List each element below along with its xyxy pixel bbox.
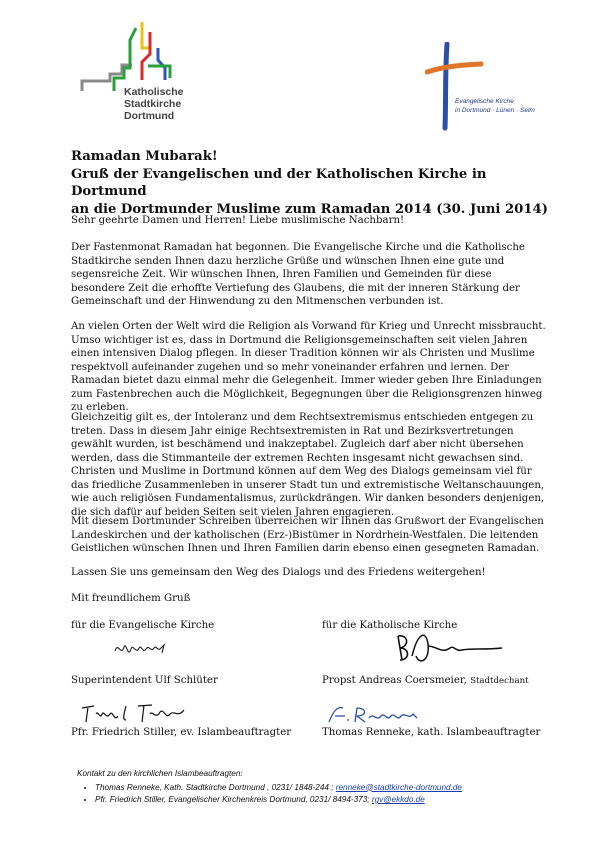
signature-coersmeier	[392, 626, 507, 668]
title-line1: Ramadan Mubarak!	[71, 149, 218, 164]
signatory-left-1: Superintendent Ulf Schlüter	[71, 675, 218, 686]
signatory-right-1-role: Stadtdechant	[470, 676, 529, 686]
katholische-stadtkirche-logo	[70, 18, 190, 133]
paragraph-1: Der Fastenmonat Ramadan hat begonnen. Die Evangelische Kirche und die Katholische Stadtkirche senden Ihnen dazu herzliche Grüße und wünschen Ihnen eine gute und segensreiche Zeit. Wir wünschen Ihnen, Ihren Familien und Gemeinden für diese besondere Zeit die erhoffte Vertiefung des Glaubens, die mit der inneren Stärkung der Gemeinschaft und der Hinwendung zu den Mitmenschen verbunden ist.	[71, 242, 525, 307]
logo-left-line1: Katholische	[124, 86, 184, 98]
contact-text: Pfr. Friedrich Stiller, Evangelischer Kirchenkreis Dortmund, 0231/ 8494-373;	[95, 795, 372, 804]
contact-heading: Kontakt zu den kirchlichen Islambeauftragten:	[77, 769, 243, 778]
logo-left-line2: Stadtkirche	[124, 98, 182, 110]
email-link-renneke[interactable]: renneke@stadtkirche-dortmund.de	[335, 782, 462, 792]
salutation: Sehr geehrte Damen und Herren! Liebe muslimische Nachbarn!	[71, 215, 405, 226]
closing: Mit freundlichem Gruß	[71, 593, 191, 604]
contact-block	[77, 768, 557, 807]
cross-icon	[425, 42, 485, 132]
logo-right-line1: Evangelische Kirche	[455, 98, 514, 105]
title-line3: an die Dortmunder Muslime zum Ramadan 2014 (30. Juni 2014)	[71, 201, 548, 217]
signature-renneke	[325, 702, 435, 726]
signature-stiller	[80, 700, 190, 726]
contact-item-renneke	[95, 782, 557, 795]
signatory-right-2: Thomas Renneke, kath. Islambeauftragter	[322, 727, 541, 738]
right-org: für die Katholische Kirche	[322, 620, 458, 631]
evangelische-kirche-logo	[415, 48, 555, 138]
paragraph-2: An vielen Orten der Welt wird die Religion als Vorwand für Krieg und Unrecht missbraucht. Umso wichtiger ist es, dass in Dortmund die Religionsgemeinschaften seit vielen Jahren einen intensiven Dialog pflegen. In dieser Tradition können wir als Christen und Muslime respektvoll aufeinander zugehen und so mehr voneinander erfahren und lernen. Der Ramadan bietet dazu einmal mehr die Gelegenheit. Immer wieder geben Ihre Einladungen zum Fastenbrechen auch die Möglichkeit, Begegnungen über die Religionsgrenzen hinweg zu erleben.	[71, 321, 546, 413]
signatory-left-2: Pfr. Friedrich Stiller, ev. Islambeauftragter	[71, 727, 292, 738]
logo-left-line3: Dortmund	[124, 110, 175, 122]
paragraph-5: Lassen Sie uns gemeinsam den Weg des Dialogs und des Friedens weitergehen!	[71, 567, 486, 578]
paragraph-4: Mit diesem Dortmunder Schreiben überreichen wir Ihnen das Grußwort der Evangelischen Landeskirchen und der katholischen (Erz-)Bistümer in Nordrhein-Westfalen. Die leitenden Geistlichen wünschen Ihnen und Ihren Familien darin ebenso einen gesegneten Ramadan.	[71, 516, 544, 554]
contact-item-stiller	[95, 794, 557, 807]
signatory-right-1	[322, 674, 529, 689]
signature-schlueter	[112, 637, 172, 665]
contact-text: Thomas Renneke, Kath. Stadtkirche Dortmund , 0231/ 1848-244 ;	[95, 782, 336, 792]
signatory-right-1-name: Propst Andreas Coersmeier,	[322, 675, 467, 686]
paragraph-3: Gleichzeitig gilt es, der Intoleranz und dem Rechtsextremismus entschieden entgegen zu treten. Dass in diesem Jahr einige Rechtsextremisten in Rat und Bezirksvertretungen gewählt wurden, ist beschämend und inakzeptabel. Zugleich darf aber nicht übersehen werden, dass die Stimmanteile der extremen Rechten insgesamt nicht gewachsen sind. Christen und Muslime in Dortmund können auf dem Weg des Dialogs gemeinsam viel für das friedliche Zusammenleben in unserer Stadt tun und extremistische Weltanschauungen, wie auch religiösen Fundamentalismus, zurückdrängen. Wir danken besonders denjenigen, die sich dafür auf beiden Seiten seit vielen Jahren engagieren.	[71, 412, 545, 518]
logo-right-line2: in Dortmund · Lünen · Selm	[455, 107, 535, 114]
left-org: für die Evangelische Kirche	[71, 620, 215, 631]
contact-list	[95, 782, 557, 807]
title-line2: Gruß der Evangelischen und der Katholischen Kirche in Dortmund	[71, 166, 487, 199]
letter-title	[71, 148, 551, 218]
email-link-stiller[interactable]: rgv@ekkdo.de	[371, 795, 425, 804]
